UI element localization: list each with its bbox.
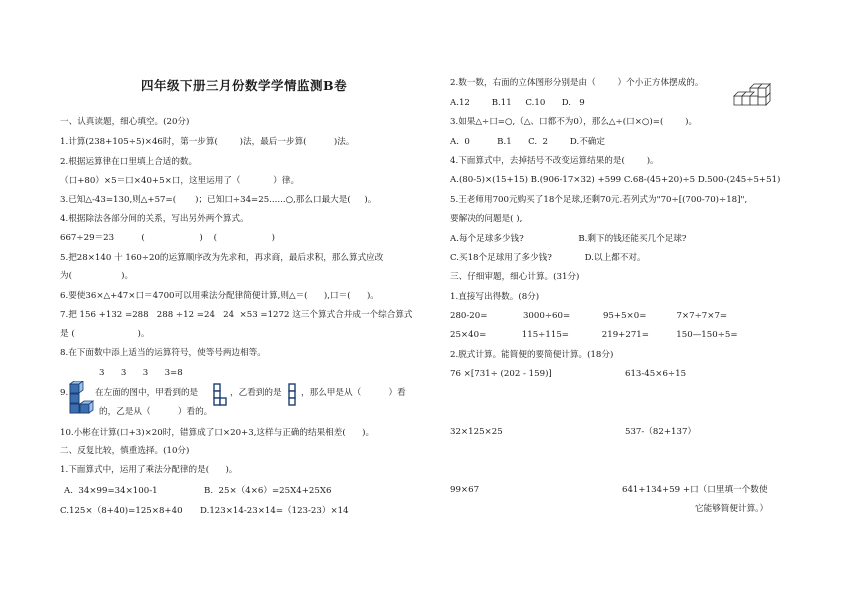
fill-q8: 8.在下面数中添上适当的运算符号，使等号两边相等。 xyxy=(60,348,266,358)
choice-q4-options: A.(80-5)×(15+15) B.(906-17×32) +599 C.68-(45+20)÷5 D.500-(245÷5+51) xyxy=(450,175,781,185)
choice-q1-option-d: D.123×14-23×14=（123-23）×14 xyxy=(200,506,349,516)
section-1-heading: 一、认真读题，细心填空。(20分) xyxy=(60,117,190,127)
fill-q1: 1.计算(238+105÷5)×46时，第一步算( )法，最后一步算( )法。 xyxy=(60,137,355,147)
fill-q4-line2: 667÷29＝23 ( ) ( ) xyxy=(60,233,275,243)
fill-q6: 6.要使36×△+47×口＝4700可以用乘法分配律简便计算,则△＝( ),口＝( )。 xyxy=(60,291,379,301)
choice-q4: 4.下面算式中，去掉括号不改变运算结果的是( )。 xyxy=(450,156,659,166)
cube-stack-figure xyxy=(67,381,97,415)
fill-q9-part1: 在左面的图中，甲看到的是 xyxy=(95,388,199,398)
choice-q1-option-c: C.125×（8+40)=125×8+40 xyxy=(60,506,183,516)
choice-q5-options-cd: C.买18个足球用了多少钱? D.以上都不对。 xyxy=(450,253,646,263)
calc-q2-f-line2: 它能够简便计算。） xyxy=(695,504,769,514)
calc-q2-e: 99×67 xyxy=(450,485,480,495)
calc-q2-c: 32×125×25 xyxy=(450,427,503,437)
fill-q9-number: 9. xyxy=(60,388,69,398)
calc-q2: 2.脱式计算。能简便的要简便计算。(18分) xyxy=(450,350,614,360)
fill-q4: 4.根据除法各部分间的关系，写出另外两个算式。 xyxy=(60,214,249,224)
fill-q2-line2: （口+80）×5＝口×40+5×口，这里运用了（ ）律。 xyxy=(60,176,300,186)
choice-q1-option-b: B. 25×（4×6）=25X4+25X6 xyxy=(204,486,332,496)
choice-q2-options: A.12 B.11 C.10 D. 9 xyxy=(450,98,585,108)
calc-q1-row2: 25×40= 115÷115= 219+271= 150—150÷5= xyxy=(450,330,738,340)
fill-q9-line2: 的，乙是从（ ）看的。 xyxy=(99,407,213,417)
choice-q1-option-a: A. 34×99=34×100-1 xyxy=(64,486,158,496)
fill-q10: 10.小彬在计算(口+3)×20时，错算成了口×20+3,这样与正确的结果相差( )。 xyxy=(60,428,375,438)
fill-q2: 2.根据运算律在口里填上合适的数。 xyxy=(60,157,198,167)
fill-q7-line2: 是 ( )。 xyxy=(60,329,150,339)
calc-q2-b: 613-45×6÷15 xyxy=(625,369,687,379)
choice-q3: 3.如果△÷口=○,（△、口都不为0），那么△÷(口×○)=( )。 xyxy=(450,117,698,127)
cube-solid-figure xyxy=(730,78,772,108)
view-jia-figure xyxy=(213,383,227,407)
exam-title: 四年级下册三月份数学学情监测B卷 xyxy=(141,78,348,93)
fill-q9-part2: ，乙看到的是 xyxy=(230,388,282,398)
calc-q2-d: 537-（82+137） xyxy=(625,427,697,437)
view-yi-figure xyxy=(287,383,297,407)
fill-q7: 7.把 156 +132 =288 288 ÷12 =24 24 ×53 =1272 这三个算式合并成一个综合算式 xyxy=(60,310,413,320)
choice-q5-line2: 要解决的问题是( ), xyxy=(450,214,523,224)
choice-q5-options-ab: A.每个足球多少钱? B.剩下的钱还能买几个足球? xyxy=(450,234,687,244)
calc-q2-a: 76 ×[731÷ (202 - 159)] xyxy=(450,369,552,379)
fill-q8-numbers: 3 3 3 3=8 xyxy=(99,368,183,378)
calc-q1-row1: 280-20= 3000÷60= 95+5×0= 7×7÷7×7= xyxy=(450,311,728,321)
calc-q2-f: 641+134+59 +口（口里填一个数使 xyxy=(622,485,768,495)
fill-q5: 5.把28×140 十 160÷20的运算顺序改为先求和，再求商，最后求积，那么算式应改 xyxy=(60,253,384,263)
fill-q3: 3.已知△-43=130,则△+57=( )；已知口÷34=25......○,那么口最大是( )。 xyxy=(60,195,377,205)
section-3-heading: 三、仔细审题，细心计算。(31分) xyxy=(450,272,580,282)
choice-q5: 5.王老师用700元购买了18个足球,还剩70元.若列式为"70÷[(700-70)÷18]", xyxy=(450,195,748,205)
choice-q1: 1.下面算式中，运用了乘法分配律的是( )。 xyxy=(60,465,238,475)
fill-q5-line2: 为( )。 xyxy=(60,271,134,281)
choice-q2: 2.数一数，右面的立体图形分别是由（ ）个小正方体摆成的。 xyxy=(450,78,704,88)
section-2-heading: 二、反复比较，慎重选择。(10分) xyxy=(60,446,190,456)
fill-q9-part3: ，那么甲是从（ ）看 xyxy=(301,388,406,398)
choice-q3-options: A. 0 B.1 C. 2 D.不确定 xyxy=(450,137,605,147)
calc-q1: 1.直接写出得数。(8分) xyxy=(450,292,540,302)
